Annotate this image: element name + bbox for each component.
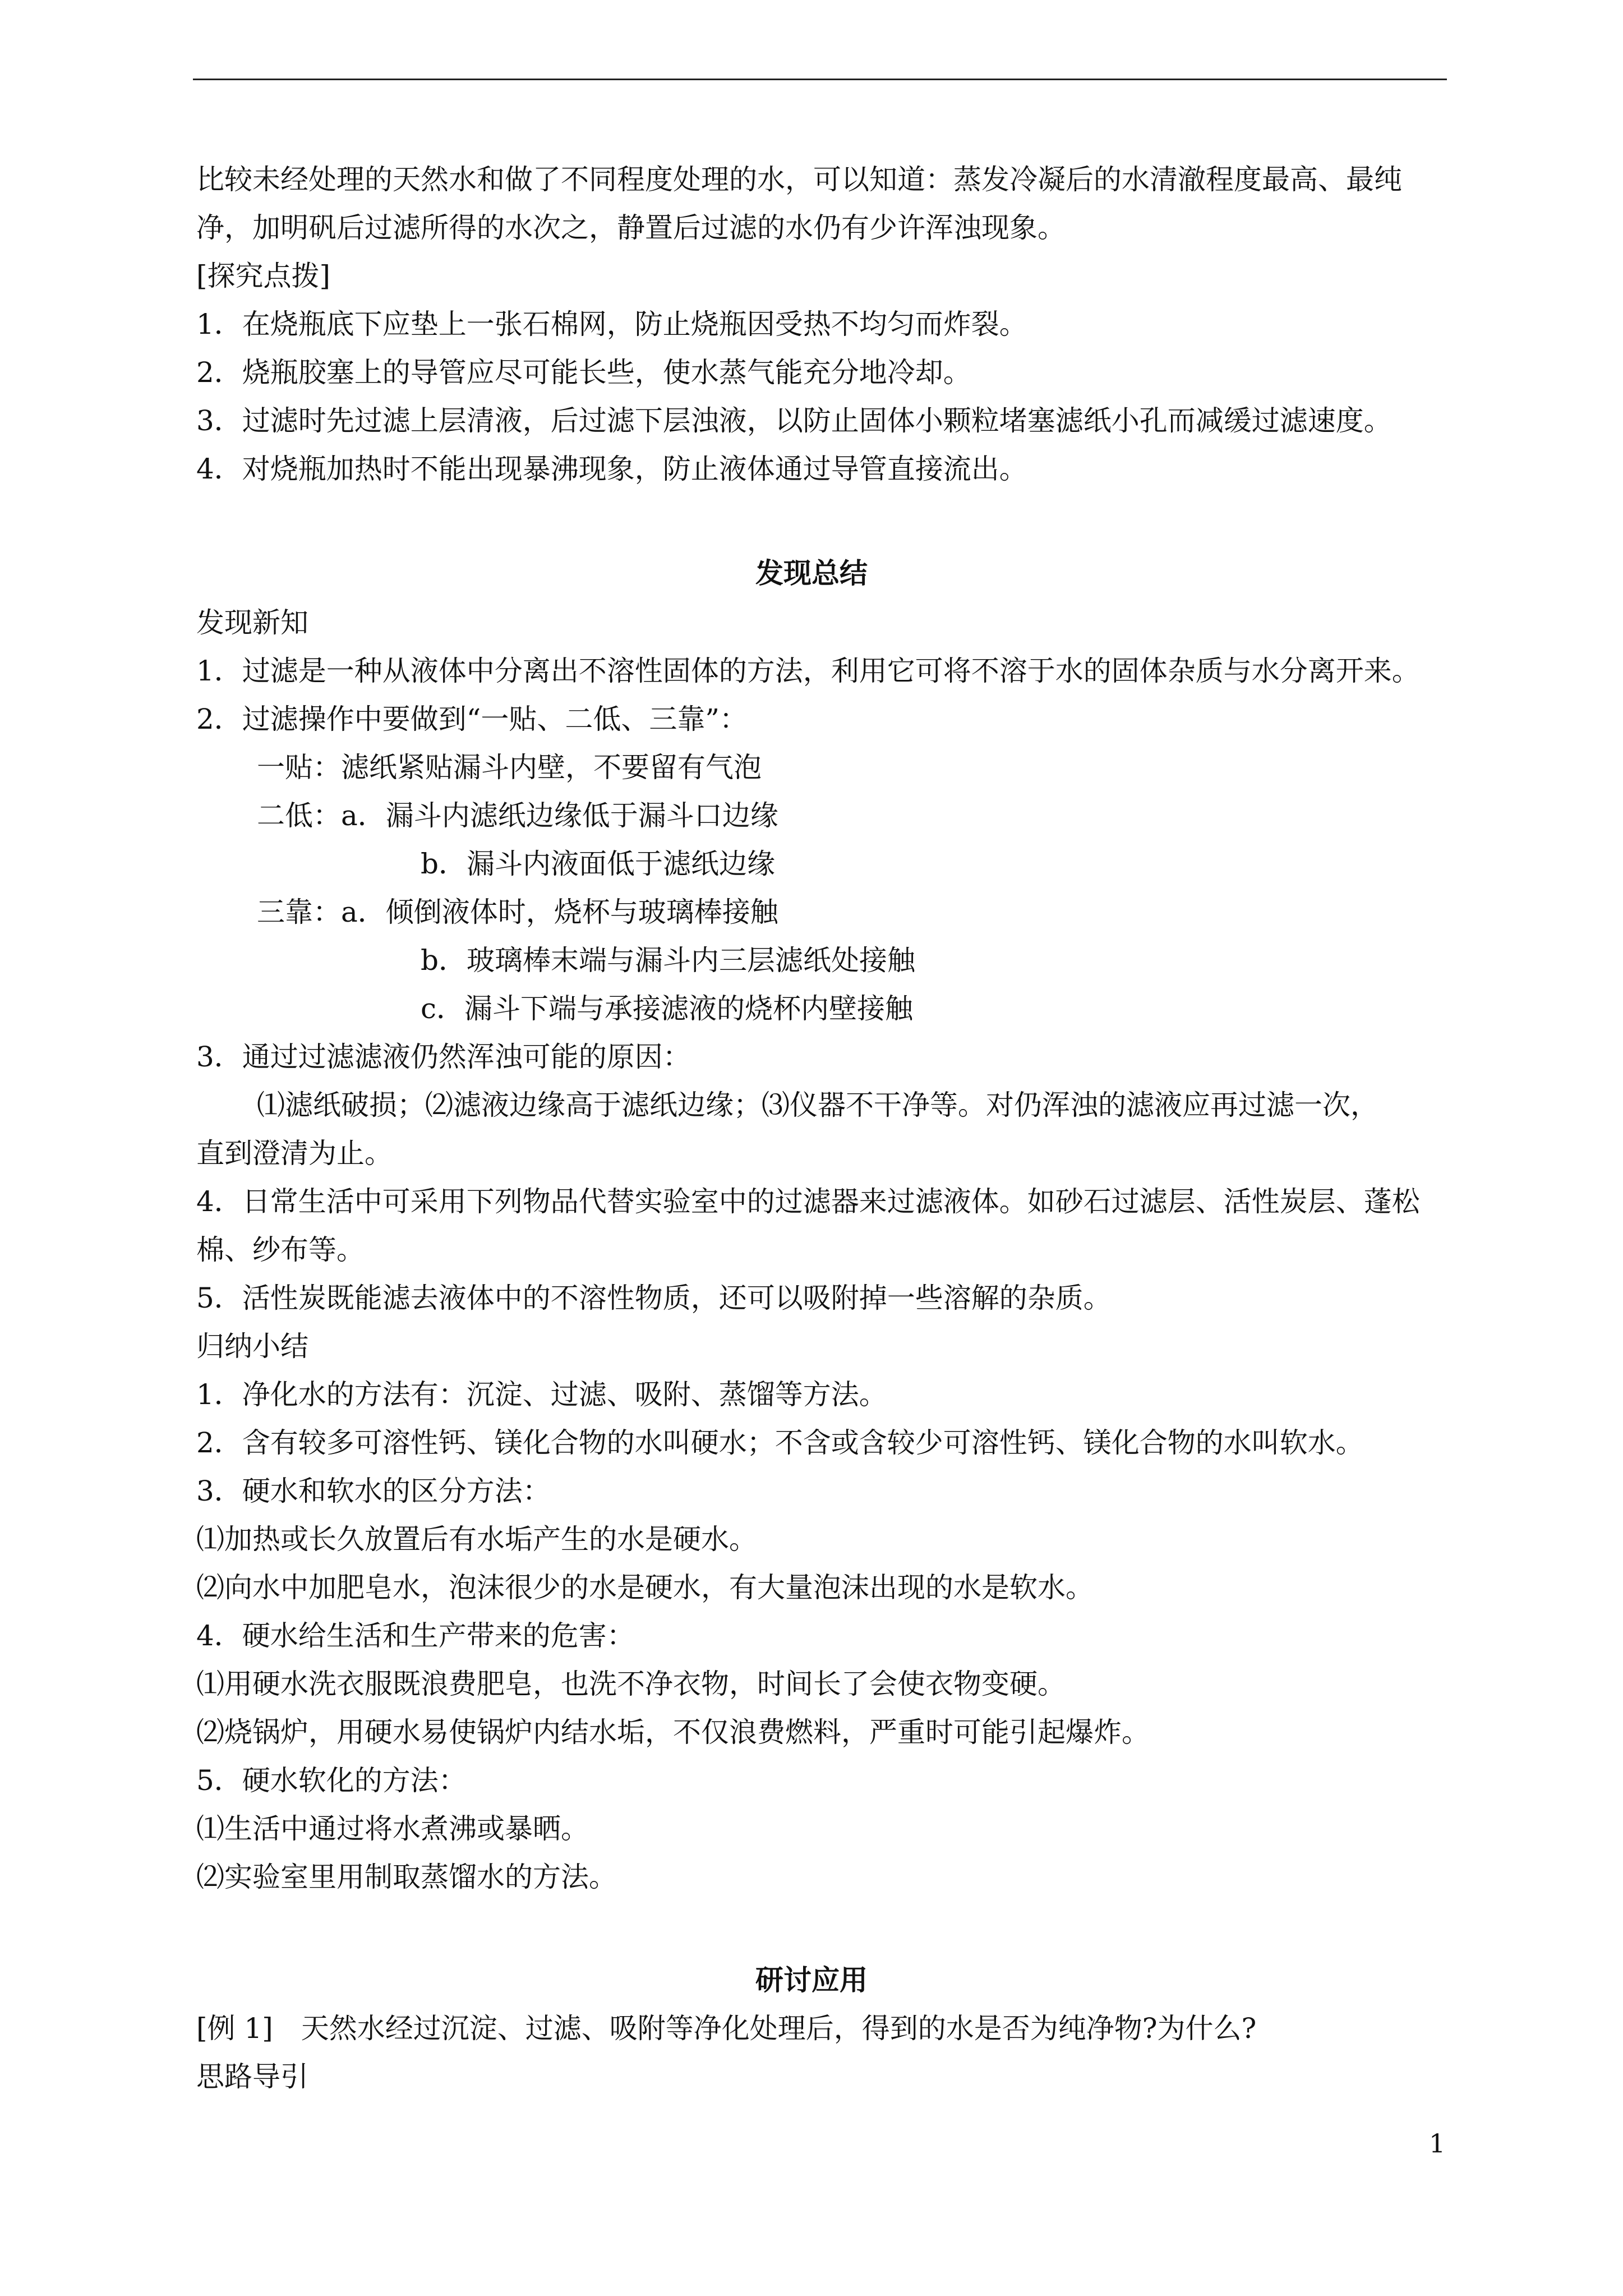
induction-item: ⑵实验室里用制取蒸馏水的方法。: [196, 1861, 617, 1893]
induction-item: ⑴加热或长久放置后有水垢产生的水是硬水。: [196, 1523, 757, 1556]
filter-rule-erdi-a: 二低：a．漏斗内滤纸边缘低于漏斗口边缘: [257, 799, 778, 832]
induction-item: ⑵向水中加肥皂水，泡沫很少的水是硬水，有大量泡沫出现的水是软水。: [196, 1571, 1094, 1604]
header-rule: [193, 79, 1447, 80]
summary-item-3: 3．通过过滤滤液仍然浑浊可能的原因：: [196, 1041, 691, 1073]
section-title-summary: 发现总结: [755, 556, 868, 590]
filter-rule-sankao-c: c．漏斗下端与承接滤液的烧杯内壁接触: [421, 992, 914, 1025]
induction-item: 2．含有较多可溶性钙、镁化合物的水叫硬水；不含或含较少可溶性钙、镁化合物的水叫软水。: [196, 1427, 1364, 1459]
induction-item: ⑴生活中通过将水煮沸或暴晒。: [196, 1812, 589, 1845]
turbid-reasons-cont: 直到澄清为止。: [196, 1137, 393, 1170]
filter-rule-sankao-b: b．玻璃棒末端与漏斗内三层滤纸处接触: [421, 944, 916, 977]
example-1: [例 1] 天然水经过沉淀、过滤、吸附等净化处理后，得到的水是否为纯净物?为什么?: [196, 2012, 1257, 2045]
summary-item-2: 2．过滤操作中要做到“一贴、二低、三靠”：: [196, 703, 748, 735]
tip-item-3: 3．过滤时先过滤上层清液，后过滤下层浊液，以防止固体小颗粒堵塞滤纸小孔而减缓过滤速度。: [196, 404, 1392, 437]
induction-heading: 归纳小结: [196, 1330, 308, 1363]
filter-rule-sankao-a: 三靠：a．倾倒液体时，烧杯与玻璃棒接触: [257, 896, 778, 928]
tips-heading: [探究点拨]: [196, 260, 331, 292]
filter-rule-erdi-b: b．漏斗内液面低于滤纸边缘: [421, 848, 776, 880]
summary-item-5: 5．活性炭既能滤去液体中的不溶性物质，还可以吸附掉一些溶解的杂质。: [196, 1282, 1112, 1314]
induction-item: 1．净化水的方法有：沉淀、过滤、吸附、蒸馏等方法。: [196, 1378, 887, 1411]
page-number: 1: [1429, 2128, 1446, 2159]
intro-line-2: 净，加明矾后过滤所得的水次之，静置后过滤的水仍有少许浑浊现象。: [196, 211, 1066, 244]
induction-item: ⑴用硬水洗衣服既浪费肥皂，也洗不净衣物，时间长了会使衣物变硬。: [196, 1668, 1066, 1700]
intro-line-1: 比较未经处理的天然水和做了不同程度处理的水，可以知道：蒸发冷凝后的水清澈程度最高、最纯: [196, 163, 1402, 196]
thinking-guide: 思路导引: [196, 2060, 308, 2093]
summary-item-4: 4．日常生活中可采用下列物品代替实验室中的过滤器来过滤液体。如砂石过滤层、活性炭层、蓬松: [196, 1185, 1420, 1218]
section-title-application: 研讨应用: [755, 1963, 868, 1996]
summary-item-1: 1．过滤是一种从液体中分离出不溶性固体的方法，利用它可将不溶于水的固体杂质与水分离开来。: [196, 655, 1420, 687]
tip-item-1: 1．在烧瓶底下应垫上一张石棉网，防止烧瓶因受热不均匀而炸裂。: [196, 308, 1027, 341]
filter-rule-yitie: 一贴：滤纸紧贴漏斗内壁，不要留有气泡: [257, 751, 762, 784]
tip-item-4: 4．对烧瓶加热时不能出现暴沸现象，防止液体通过导管直接流出。: [196, 453, 1027, 485]
induction-item: 4．硬水给生活和生产带来的危害：: [196, 1619, 635, 1652]
tip-item-2: 2．烧瓶胶塞上的导管应尽可能长些，使水蒸气能充分地冷却。: [196, 356, 971, 389]
turbid-reasons: ⑴滤纸破损；⑵滤液边缘高于滤纸边缘；⑶仪器不干净等。对仍浑浊的滤液应再过滤一次，: [257, 1089, 1378, 1121]
induction-item: 3．硬水和软水的区分方法：: [196, 1475, 551, 1507]
new-knowledge-heading: 发现新知: [196, 606, 308, 639]
summary-item-4-cont: 棉、纱布等。: [196, 1234, 365, 1266]
induction-item: 5．硬水软化的方法：: [196, 1764, 467, 1797]
induction-item: ⑵烧锅炉，用硬水易使锅炉内结水垢，不仅浪费燃料，严重时可能引起爆炸。: [196, 1716, 1150, 1749]
